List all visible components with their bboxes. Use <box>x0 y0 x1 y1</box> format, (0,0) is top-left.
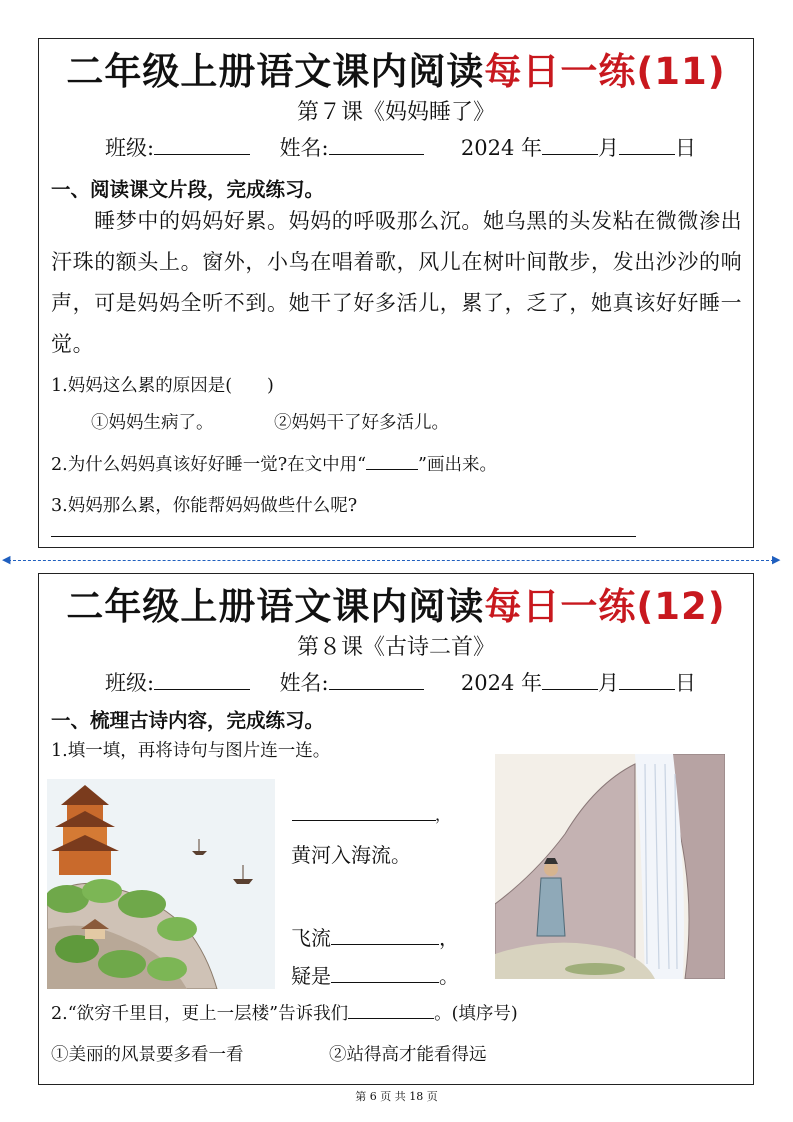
question-1: 1.妈妈这么累的原因是( ) <box>51 376 274 396</box>
question-1-option-2[interactable]: ②妈妈干了好多活儿。 <box>274 413 449 433</box>
student-info-row <box>105 132 696 162</box>
year-label: 2024 年 <box>460 136 543 160</box>
answer-line[interactable] <box>51 536 636 537</box>
class-blank[interactable] <box>154 136 250 155</box>
poem-line-3 <box>291 922 459 951</box>
month-label: 月 <box>598 671 620 695</box>
question-2-text-b: ”画出来。 <box>418 455 497 475</box>
year-label: 2024 年 <box>460 671 543 695</box>
waterfall-scholar-illustration[interactable] <box>495 754 725 979</box>
question-3: 3.妈妈那么累，你能帮妈妈做些什么呢? <box>51 496 358 516</box>
poem-line-4 <box>291 960 459 989</box>
day-label: 日 <box>675 671 697 695</box>
cut-line-divider <box>8 560 774 561</box>
exercise-card-11 <box>38 38 754 548</box>
question-1-option-1[interactable]: ①妈妈生病了。 <box>91 413 214 433</box>
student-info-row <box>105 667 696 697</box>
card-title <box>39 576 753 630</box>
exercise-card-12 <box>38 573 754 1085</box>
title-red: 每日一练(11) <box>484 50 726 93</box>
month-label: 月 <box>598 136 620 160</box>
question-2 <box>51 1000 518 1025</box>
poem-line-4-start: 疑是 <box>291 964 331 988</box>
section-heading: 一、梳理古诗内容，完成练习。 <box>51 709 325 732</box>
day-label: 日 <box>675 136 697 160</box>
class-label: 班级: <box>105 136 155 160</box>
question-2-text-b: 。(填序号) <box>434 1004 518 1024</box>
title-red: 每日一练(12) <box>484 585 726 628</box>
question-2-text-a: 2.为什么妈妈真该好好睡一觉?在文中用“ <box>51 455 367 475</box>
poem-line-4-punct: 。 <box>439 964 459 988</box>
month-blank[interactable] <box>542 671 598 690</box>
day-blank[interactable] <box>619 671 675 690</box>
question-2-text-a: 2.“欲穷千里目，更上一层楼”告诉我们 <box>51 1004 349 1024</box>
poem-line-3-blank[interactable] <box>331 924 439 945</box>
day-blank[interactable] <box>619 136 675 155</box>
question-1: 1.填一填，再将诗句与图片连一连。 <box>51 741 331 761</box>
section-heading: 一、阅读课文片段，完成练习。 <box>51 178 325 201</box>
card-title <box>39 41 753 95</box>
poem-line-1-punct: ， <box>435 805 452 824</box>
name-blank[interactable] <box>329 671 424 690</box>
class-blank[interactable] <box>154 671 250 690</box>
name-label: 姓名: <box>279 671 329 695</box>
class-label: 班级: <box>105 671 155 695</box>
tower-landscape-illustration[interactable] <box>47 779 275 989</box>
poem-line-2: 黄河入海流。 <box>291 843 411 867</box>
title-main: 二年级上册语文课内阅读 <box>66 585 485 628</box>
lesson-title: 第８课《古诗二首》 <box>296 635 495 660</box>
question-2-option-2[interactable]: ②站得高才能看得远 <box>329 1045 487 1065</box>
name-label: 姓名: <box>279 136 329 160</box>
poem-line-4-blank[interactable] <box>331 962 439 983</box>
question-2-blank[interactable] <box>348 1002 434 1019</box>
poem-line-1-blank[interactable] <box>292 820 436 821</box>
question-2-option-1[interactable]: ①美丽的风景要多看一看 <box>51 1045 244 1065</box>
title-main: 二年级上册语文课内阅读 <box>66 50 485 93</box>
question-2-line-sample <box>366 455 418 470</box>
month-blank[interactable] <box>542 136 598 155</box>
arrow-right-icon: ▶ <box>772 553 781 566</box>
poem-line-3-start: 飞流 <box>291 926 331 950</box>
arrow-left-icon: ◀ <box>2 553 11 566</box>
reading-passage: 睡梦中的妈妈好累。妈妈的呼吸那么沉。她乌黑的头发粘在微微渗出汗珠的额头上。窗外，小鸟在唱着歌，风儿在树叶间散步，发出沙沙的响声，可是妈妈全听不到。她干了好多活儿，累了，乏了，她真该好好睡一觉。 <box>51 209 743 356</box>
lesson-title: 第７课《妈妈睡了》 <box>296 100 495 125</box>
question-2 <box>51 451 497 476</box>
name-blank[interactable] <box>329 136 424 155</box>
page-number: 第 6 页 共 18 页 <box>355 1090 438 1103</box>
poem-line-3-punct: ， <box>439 926 459 950</box>
